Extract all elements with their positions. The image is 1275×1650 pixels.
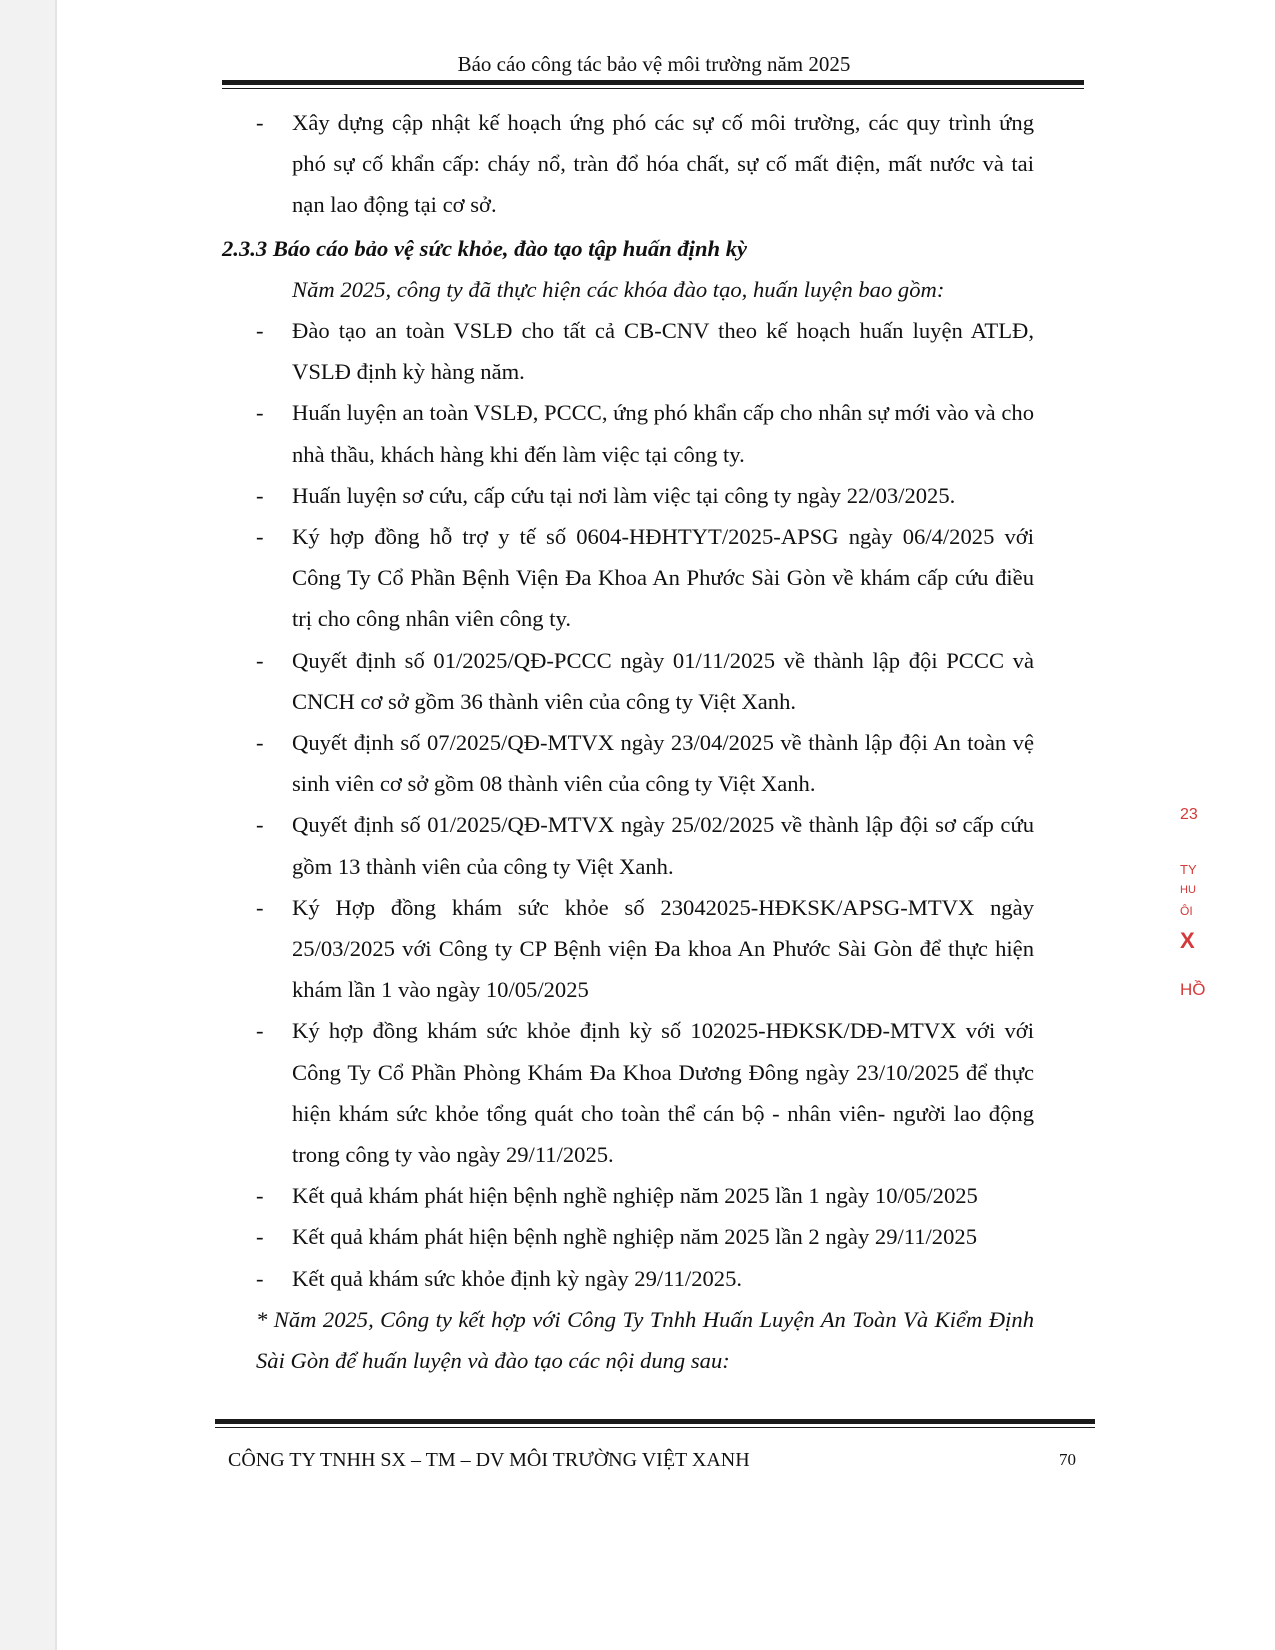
header-rule-thin bbox=[222, 88, 1084, 89]
footer-rule-thin bbox=[215, 1427, 1095, 1428]
list-item: - Huấn luyện sơ cứu, cấp cứu tại nơi làm việc tại công ty ngày 22/03/2025. bbox=[256, 482, 956, 508]
list-item: - Kết quả khám phát hiện bệnh nghề nghiệp năm 2025 lần 1 ngày 10/05/2025 bbox=[256, 1183, 978, 1209]
stamp-text: X bbox=[1180, 928, 1195, 953]
list-item: - Ký hợp đồng khám sức khỏe định kỳ số 102025-HĐKSK/DĐ-MTVX với với Công Ty Cổ Phần Phòng Khám Đa Khoa Dương Đông ngày 23/10/2025 để thực hiện khám sức khỏe tổng quát cho toàn thể cán bộ - nhân viên- người lao động trong công ty vào ngày 29/11/2025. bbox=[256, 1018, 1034, 1168]
footer-rule-thick bbox=[215, 1419, 1095, 1424]
page-number: 70 bbox=[1059, 1450, 1076, 1469]
list-item: - Huấn luyện an toàn VSLĐ, PCCC, ứng phó khẩn cấp cho nhân sự mới vào và cho nhà thầu, khách hàng khi đến làm việc tại công ty. bbox=[256, 400, 1034, 467]
scan-edge-shadow bbox=[0, 0, 55, 1650]
list-item: - Đào tạo an toàn VSLĐ cho tất cả CB-CNV theo kế hoạch huấn luyện ATLĐ, VSLĐ định kỳ hàng năm. bbox=[256, 318, 1034, 385]
list-item: - Quyết định số 01/2025/QĐ-MTVX ngày 25/02/2025 về thành lập đội sơ cấp cứu gồm 13 thành viên của công ty Việt Xanh. bbox=[256, 812, 1034, 879]
list-item: - Kết quả khám sức khỏe định kỳ ngày 29/11/2025. bbox=[256, 1265, 743, 1291]
list-item: - Quyết định số 07/2025/QĐ-MTVX ngày 23/04/2025 về thành lập đội An toàn vệ sinh viên cơ sở gồm 08 thành viên của công ty Việt Xanh. bbox=[256, 730, 1034, 797]
stamp-text: HU bbox=[1180, 884, 1196, 896]
footer-company-name: CÔNG TY TNHH SX – TM – DV MÔI TRƯỜNG VIỆT XANH bbox=[228, 1449, 750, 1471]
page-body bbox=[222, 102, 1034, 1381]
stamp-text: ÔI bbox=[1180, 904, 1193, 918]
list-item: - Ký hợp đồng hỗ trợ y tế số 0604-HĐHTYT/2025-APSG ngày 06/4/2025 với Công Ty Cổ Phần Bệnh Viện Đa Khoa An Phước Sài Gòn về khám cấp cứu điều trị cho công nhân viên công ty. bbox=[256, 524, 1034, 632]
header-rule-thick bbox=[222, 80, 1084, 85]
list-item: - Xây dựng cập nhật kế hoạch ứng phó các sự cố môi trường, các quy trình ứng phó sự cố khẩn cấp: cháy nổ, tràn đổ hóa chất, sự cố mất điện, mất nước và tai nạn lao động tại cơ sở. bbox=[256, 110, 1034, 218]
scan-edge-line bbox=[55, 0, 57, 1650]
stamp-text: 23 bbox=[1180, 806, 1198, 823]
stamp-text: HỒ bbox=[1180, 980, 1206, 999]
list-item: - Kết quả khám phát hiện bệnh nghề nghiệp năm 2025 lần 2 ngày 29/11/2025 bbox=[256, 1224, 977, 1250]
stamp-text: TY bbox=[1180, 862, 1197, 877]
list-item: - Quyết định số 01/2025/QĐ-PCCC ngày 01/11/2025 về thành lập đội PCCC và CNCH cơ sở gồm 36 thành viên của công ty Việt Xanh. bbox=[256, 647, 1034, 714]
section-heading: 2.3.3 Báo cáo bảo vệ sức khỏe, đào tạo tập huấn định kỳ bbox=[222, 235, 748, 261]
closing-note: * Năm 2025, Công ty kết hợp với Công Ty Tnhh Huấn Luyện An Toàn Và Kiểm Định Sài Gòn để huấn luyện và đào tạo các nội dung sau: bbox=[256, 1306, 1034, 1374]
section-intro: Năm 2025, công ty đã thực hiện các khóa đào tạo, huấn luyện bao gồm: bbox=[292, 276, 945, 302]
list-item: - Ký Hợp đồng khám sức khỏe số 23042025-HĐKSK/APSG-MTVX ngày 25/03/2025 với Công ty CP Bệnh viện Đa khoa An Phước Sài Gòn để thực hiện khám lần 1 vào ngày 10/05/2025 bbox=[256, 894, 1034, 1003]
page-header-title: Báo cáo công tác bảo vệ môi trường năm 2025 bbox=[457, 52, 851, 76]
